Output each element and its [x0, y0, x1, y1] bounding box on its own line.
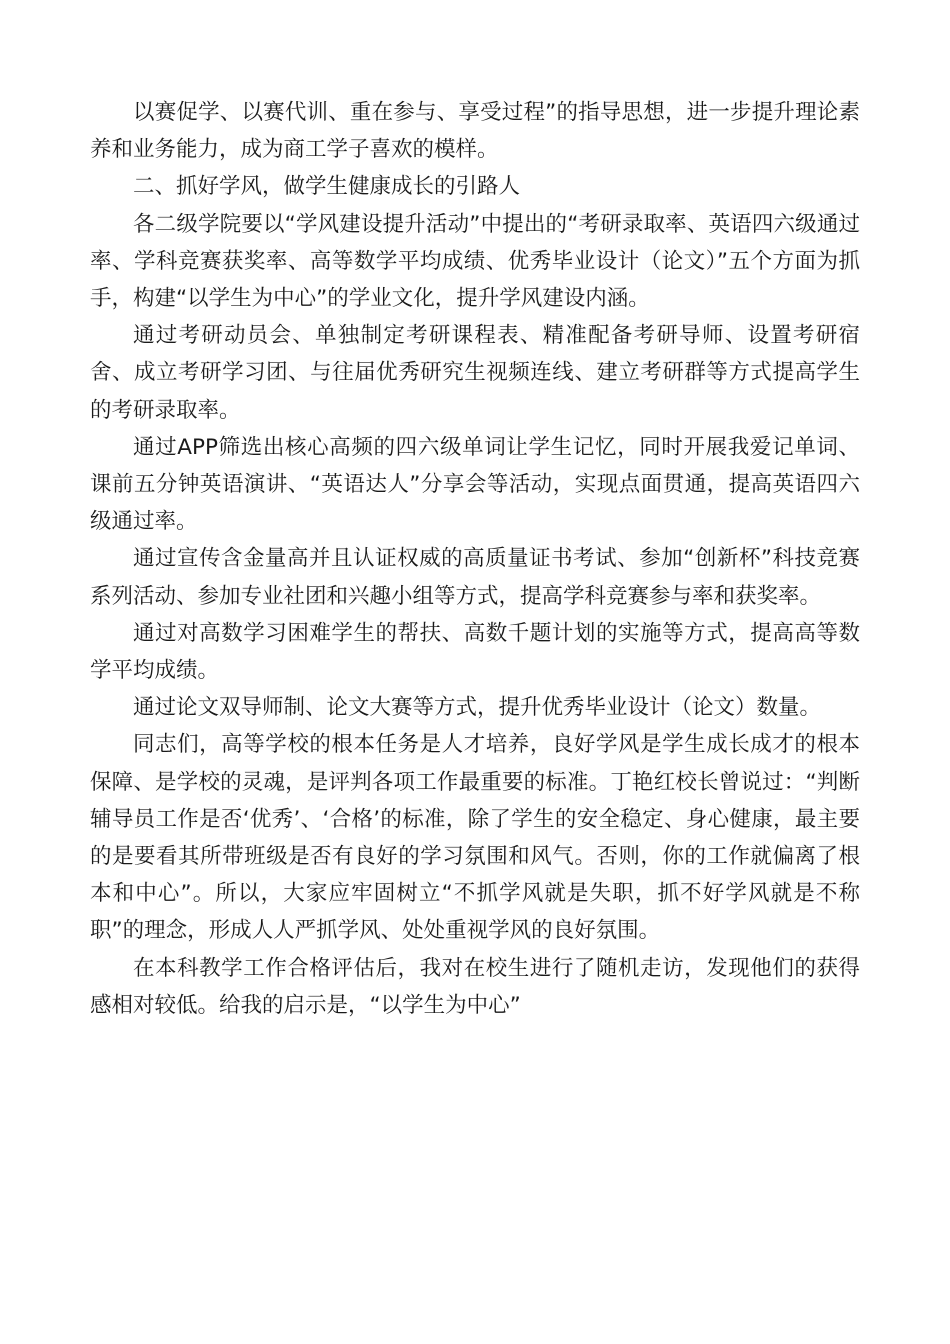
paragraph-five-aspects: 各二级学院要以“学风建设提升活动”中提出的“考研录取率、英语四六级通过率、学科竞赛获奖率、高等数学平均成绩、优秀毕业设计（论文）”五个方面为抓手，构建“以学生为中心”的学业文化，提升学风建设内涵。: [90, 211, 860, 312]
document-body: [90, 94, 860, 1024]
paragraph-comrades-study-style: 同志们，高等学校的根本任务是人才培养，良好学风是学生成长成才的根本保障、是学校的灵魂，是评判各项工作最重要的标准。丁艳红校长曾说过：“判断辅导员工作是否‘优秀’、‘合格’的标准，除了学生的安全稳定、身心健康，最主要的是要看其所带班级是否有良好的学习氛围和风气。否则，你的工作就偏离了根本和中心”。所以，大家应牢固树立“不抓学风就是失职，抓不好学风就是不称职”的理念，形成人人严抓学风、处处重视学风的良好氛围。: [90, 732, 860, 944]
paragraph-math-average: 通过对高数学习困难学生的帮扶、高数千题计划的实施等方式，提高高等数学平均成绩。: [90, 620, 860, 684]
paragraph-competition-award-rate: 通过宣传含金量高并且认证权威的高质量证书考试、参加“创新杯”科技竞赛系列活动、参加专业社团和兴趣小组等方式，提高学科竞赛参与率和获奖率。: [90, 546, 860, 609]
section-heading-study-style: 二、抓好学风，做学生健康成长的引路人: [133, 174, 521, 200]
paragraph-intro-continuation: 以赛促学、以赛代训、重在参与、享受过程”的指导思想，进一步提升理论素养和业务能力，成为商工学子喜欢的模样。: [90, 100, 860, 163]
paragraph-postgraduate-exam: 通过考研动员会、单独制定考研课程表、精准配备考研导师、设置考研宿舍、成立考研学习团、与往届优秀研究生视频连线、建立考研群等方式提高学生的考研录取率。: [90, 323, 860, 423]
paragraph-evaluation-visit: 在本科教学工作合格评估后，我对在校生进行了随机走访，发现他们的获得感相对较低。给我的启示是，“以学生为中心”: [90, 955, 860, 1018]
paragraph-cet-pass-rate: 通过APP筛选出核心高频的四六级单词让学生记忆，同时开展我爱记单词、课前五分钟英语演讲、“英语达人”分享会等活动，实现点面贯通，提高英语四六级通过率。: [90, 434, 860, 535]
paragraph-thesis-quality: 通过论文双导师制、论文大赛等方式，提升优秀毕业设计（论文）数量。: [133, 695, 822, 721]
